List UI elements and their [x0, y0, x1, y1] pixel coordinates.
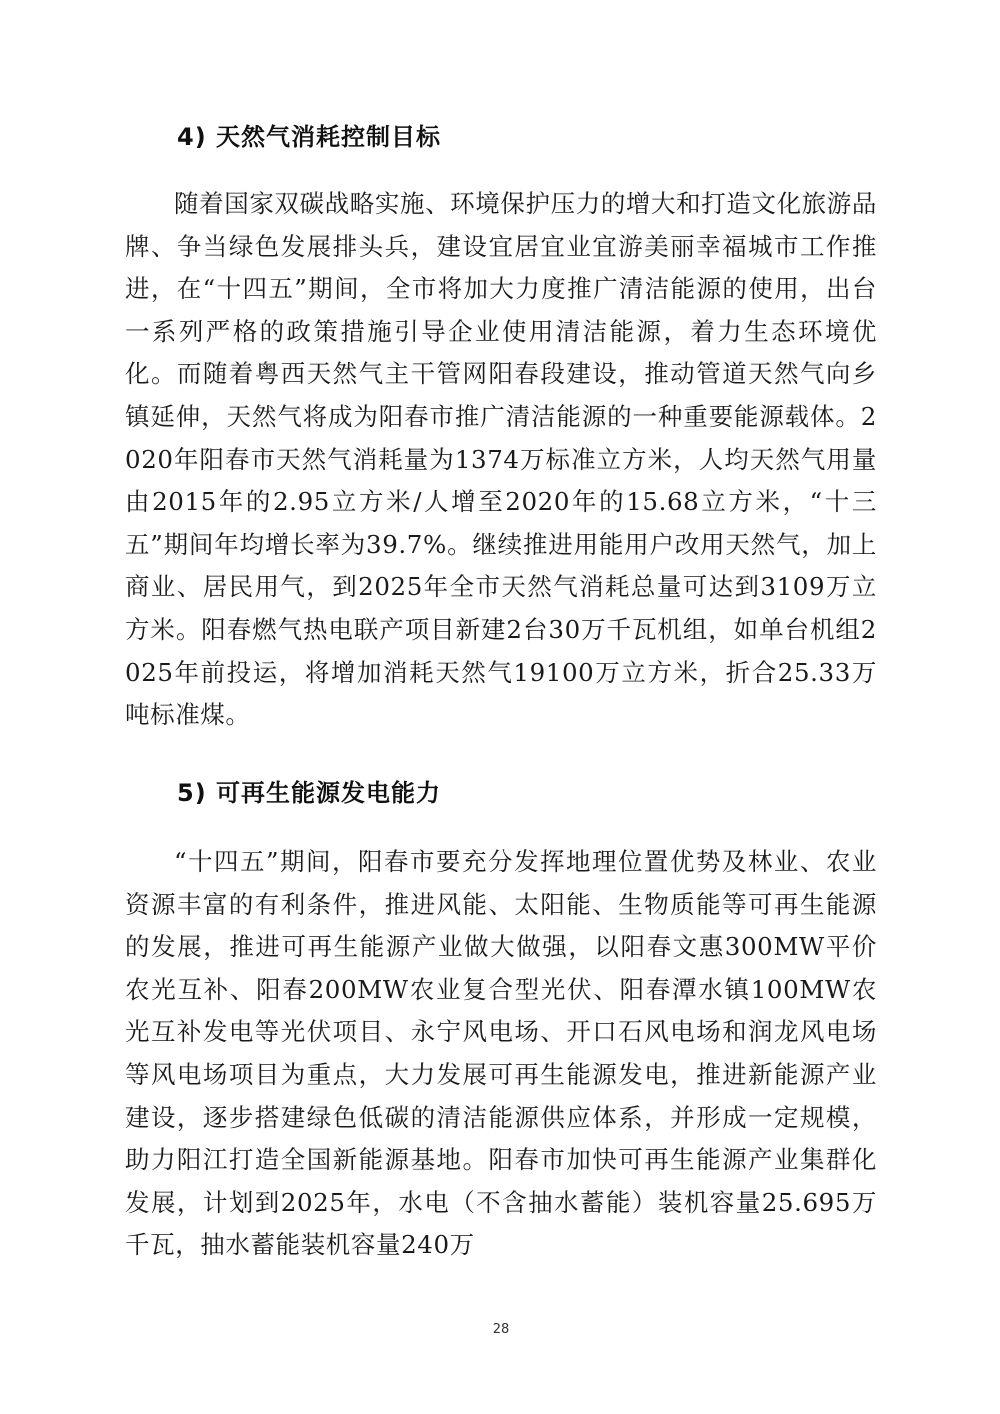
paragraph-renewable-energy: “十四五”期间，阳春市要充分发挥地理位置优势及林业、农业资源丰富的有利条件，推进风能、太阳能、生物质能等可再生能源的发展，推进可再生能源产业做大做强，以阳春文惠300MW平价农光互补、阳春200MW农业复合型光伏、阳春潭水镇100MW农光互补发电等光伏项目、永宁风电场、开口石风电场和润龙风电场等风电场项目为重点，大力发展可再生能源发电，推进新能源产业建设，逐步搭建绿色低碳的清洁能源供应体系，并形成一定规模，助力阳江打造全国新能源基地。阳春市加快可再生能源产业集群化发展，计划到2025年，水电（不含抽水蓄能）装机容量25.695万千瓦，抽水蓄能装机容量240万: [125, 847, 877, 1260]
document-page: [125, 0, 877, 1414]
section-heading-natural-gas: 4) 天然气消耗控制目标: [177, 123, 442, 151]
page-number: 28: [492, 1322, 510, 1337]
paragraph-natural-gas: 随着国家双碳战略实施、环境保护压力的增大和打造文化旅游品牌、争当绿色发展排头兵，建设宜居宜业宜游美丽幸福城市工作推进，在“十四五”期间，全市将加大力度推广清洁能源的使用，出台一系列严格的政策措施引导企业使用清洁能源，着力生态环境优化。而随着粤西天然气主干管网阳春段建设，推动管道天然气向乡镇延伸，天然气将成为阳春市推广清洁能源的一种重要能源载体。2020年阳春市天然气消耗量为1374万标准立方米，人均天然气用量由2015年的2.95立方米/人增至2020年的15.68立方米，“十三五”期间年均增长率为39.7%。继续推进用能用户改用天然气，加上商业、居民用气，到2025年全市天然气消耗总量可达到3109万立方米。阳春燃气热电联产项目新建2台30万千瓦机组，如单台机组2025年前投运，将增加消耗天然气19100万立方米，折合25.33万吨标准煤。: [125, 189, 877, 730]
section-heading-renewable-energy: 5) 可再生能源发电能力: [177, 779, 442, 807]
